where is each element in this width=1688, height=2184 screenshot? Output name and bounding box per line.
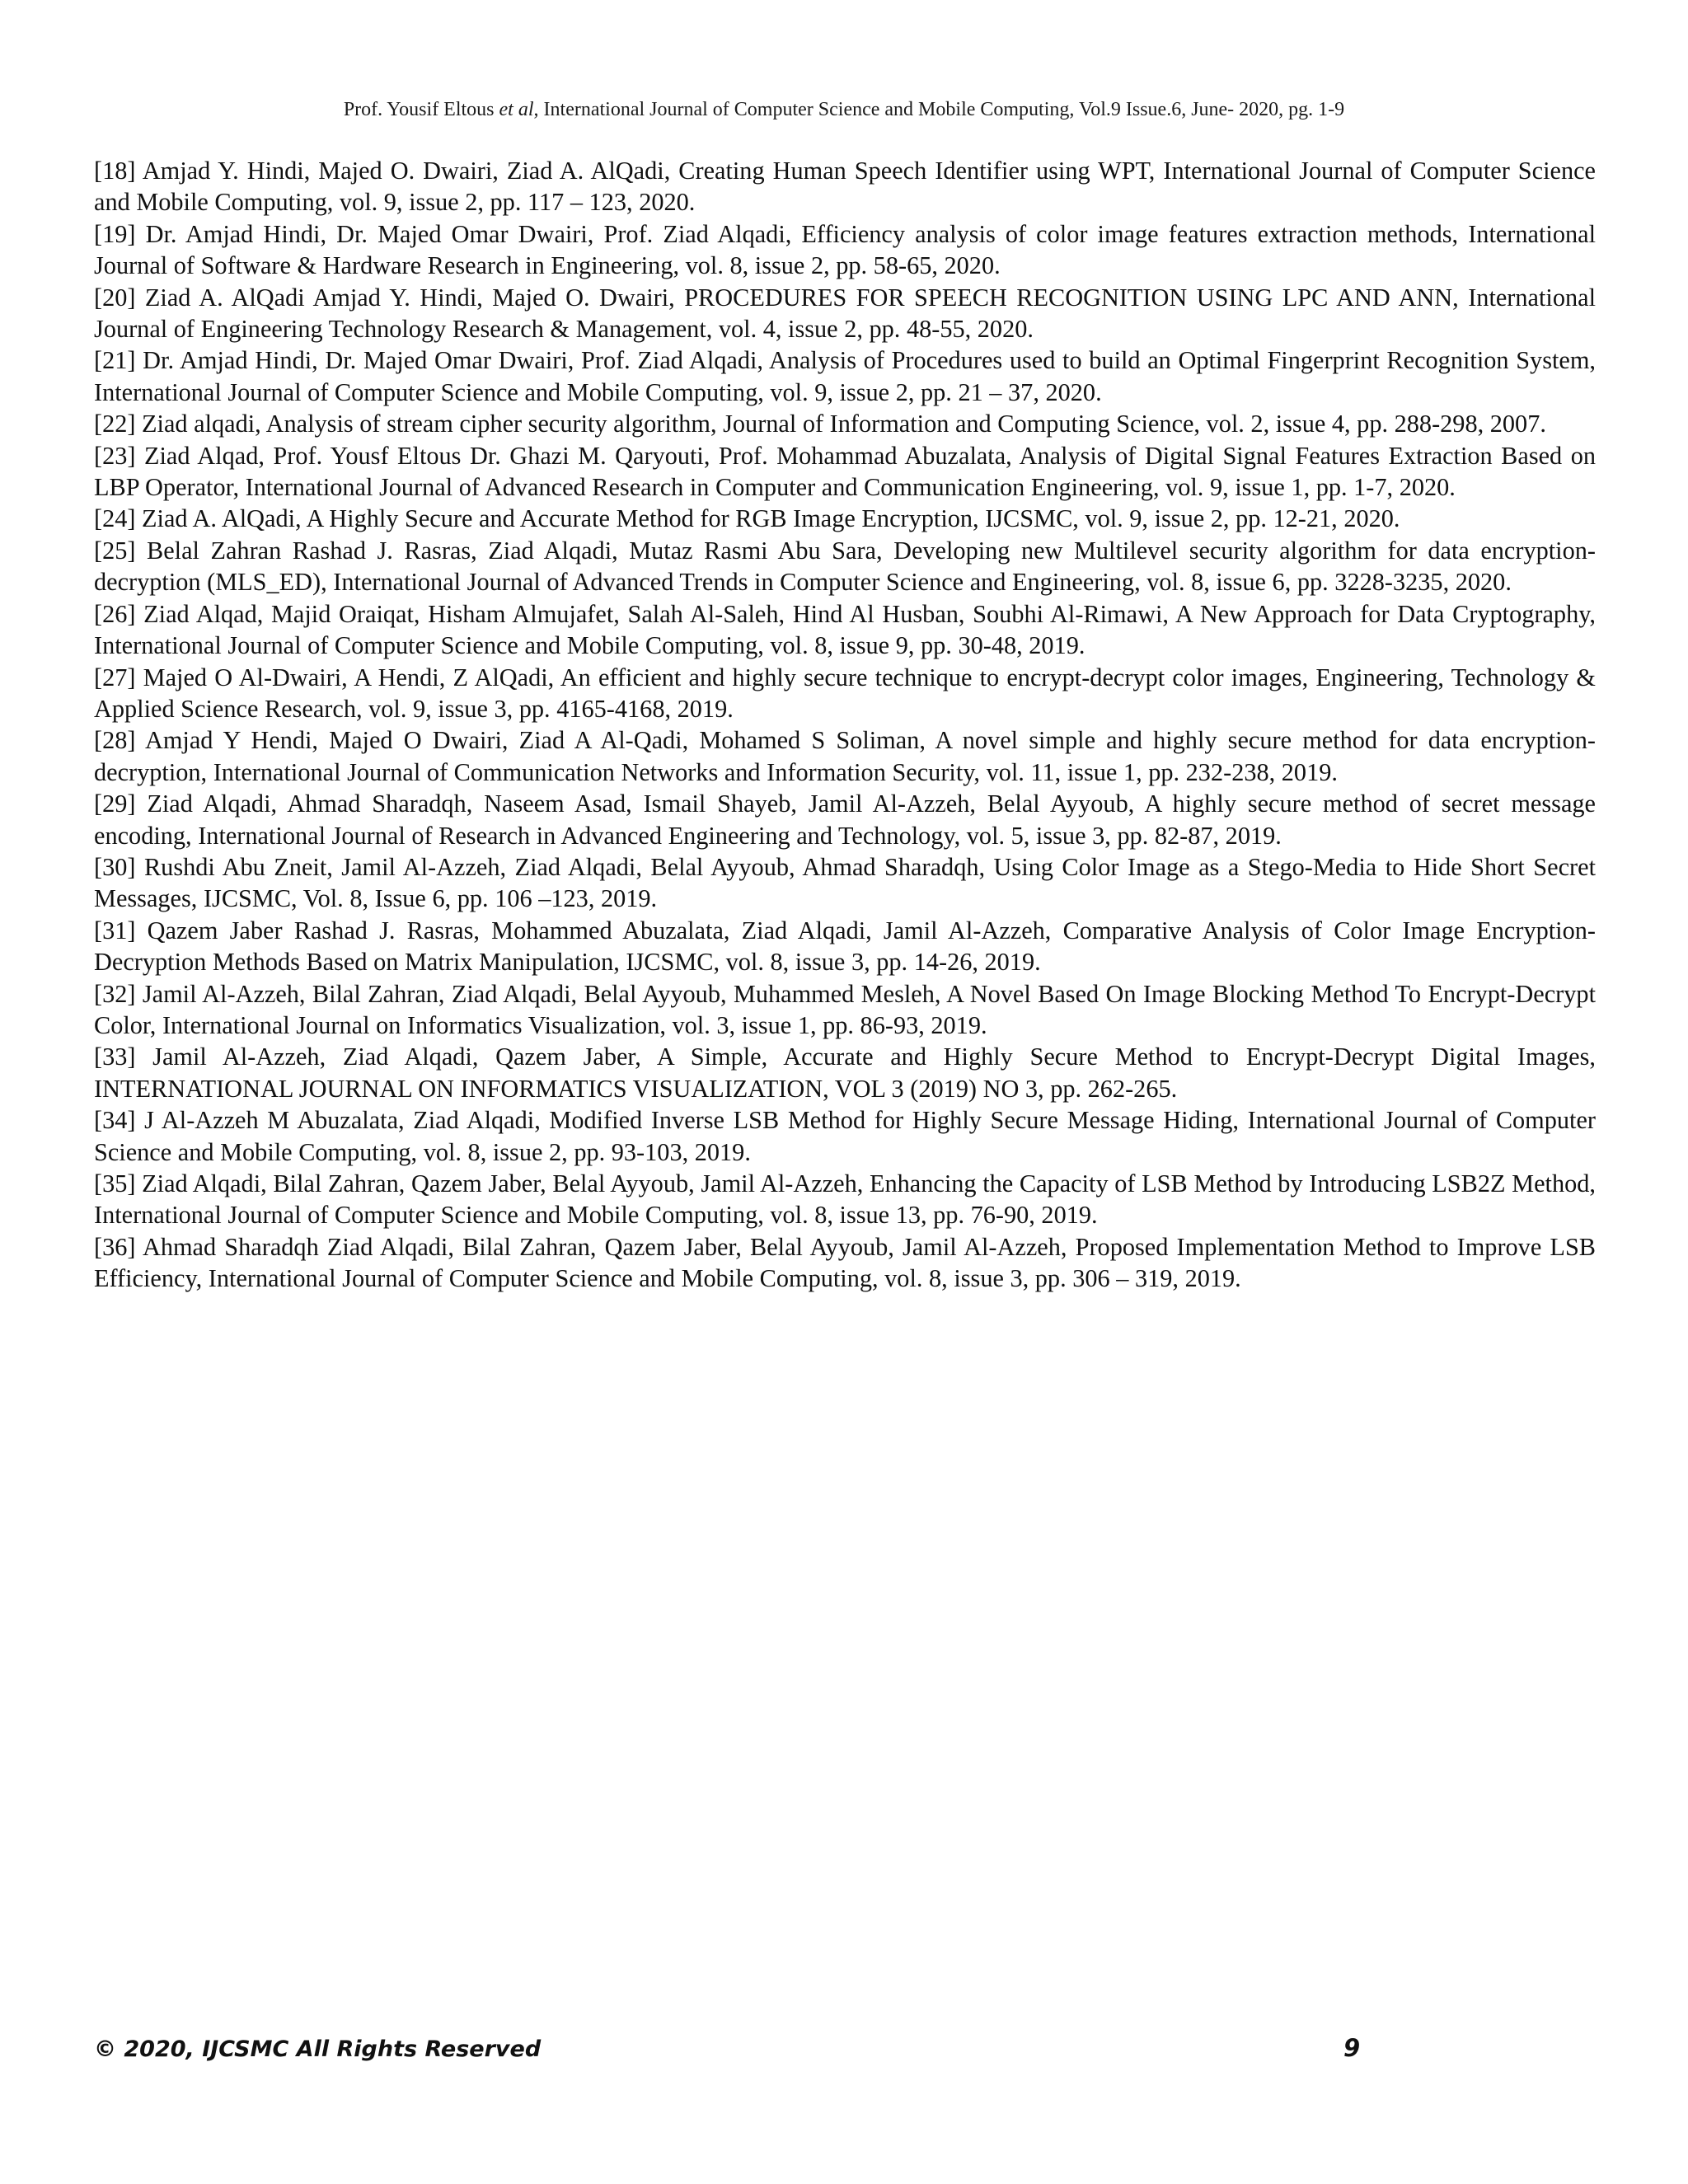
reference-30: [30] Rushdi Abu Zneit, Jamil Al-Azzeh, Ziad Alqadi, Belal Ayyoub, Ahmad Sharadqh, Using Color Image as a Stego-Media to Hide Short Secret Messages, IJCSMC, Vol. 8, Issue 6, pp. 106 –123, 2019. — [94, 852, 1596, 913]
reference-19: [19] Dr. Amjad Hindi, Dr. Majed Omar Dwairi, Prof. Ziad Alqadi, Efficiency analysis of color image features extraction methods, International Journal of Software & Hardware Research in Engineering, vol. 8, issue 2, pp. 58-65, 2020. — [94, 219, 1596, 280]
reference-28: [28] Amjad Y Hendi, Majed O Dwairi, Ziad A Al-Qadi, Mohamed S Soliman, A novel simple and highly secure method for data encryption-decryption, International Journal of Communication Networks and Information Security, vol. 11, issue 1, pp. 232-238, 2019. — [94, 726, 1596, 786]
reference-24: [24] Ziad A. AlQadi, A Highly Secure and Accurate Method for RGB Image Encryption, IJCSMC, vol. 9, issue 2, pp. 12-21, 2020. — [94, 504, 1400, 533]
reference-20: [20] Ziad A. AlQadi Amjad Y. Hindi, Majed O. Dwairi, PROCEDURES FOR SPEECH RECOGNITION USING LPC AND ANN, International Journal of Engineering Technology Research & Management, vol. 4, issue 2, pp. 48-55, 2020. — [94, 283, 1596, 344]
reference-32: [32] Jamil Al-Azzeh, Bilal Zahran, Ziad Alqadi, Belal Ayyoub, Muhammed Mesleh, A Novel Based On Image Blocking Method To Encrypt-Decrypt Color, International Journal on Informatics Visualization, vol. 3, issue 1, pp. 86-93, 2019. — [94, 979, 1596, 1039]
header-et-al: et al — [499, 99, 534, 120]
reference-list — [94, 155, 1596, 1295]
running-header — [0, 97, 1688, 122]
reference-26: [26] Ziad Alqad, Majid Oraiqat, Hisham Almujafet, Salah Al-Saleh, Hind Al Husban, Soubhi Al-Rimawi, A New Approach for Data Cryptography, International Journal of Computer Science and Mobile Computing, vol. 8, issue 9, pp. 30-48, 2019. — [94, 599, 1596, 660]
reference-23: [23] Ziad Alqad, Prof. Yousf Eltous Dr. Ghazi M. Qaryouti, Prof. Mohammad Abuzalata, Analysis of Digital Signal Features Extraction Based on LBP Operator, International Journal of Advanced Research in Computer and Communication Engineering, vol. 9, issue 1, pp. 1-7, 2020. — [94, 441, 1596, 502]
reference-35: [35] Ziad Alqadi, Bilal Zahran, Qazem Jaber, Belal Ayyoub, Jamil Al-Azzeh, Enhancing the Capacity of LSB Method by Introducing LSB2Z Method, International Journal of Computer Science and Mobile Computing, vol. 8, issue 13, pp. 76-90, 2019. — [94, 1169, 1596, 1230]
reference-29: [29] Ziad Alqadi, Ahmad Sharadqh, Naseem Asad, Ismail Shayeb, Jamil Al-Azzeh, Belal Ayyoub, A highly secure method of secret message encoding, International Journal of Research in Advanced Engineering and Technology, vol. 5, issue 3, pp. 82-87, 2019. — [94, 790, 1596, 850]
reference-25: [25] Belal Zahran Rashad J. Rasras, Ziad Alqadi, Mutaz Rasmi Abu Sara, Developing new Multilevel security algorithm for data encryption-decryption (MLS_ED), International Journal of Advanced Trends in Computer Science and Engineering, vol. 8, issue 6, pp. 3228-3235, 2020. — [94, 536, 1596, 597]
header-citation: , International Journal of Computer Science and Mobile Computing, Vol.9 Issue.6, June- 2020, pg. 1-9 — [533, 99, 1345, 120]
reference-34: [34] J Al-Azzeh M Abuzalata, Ziad Alqadi, Modified Inverse LSB Method for Highly Secure Message Hiding, International Journal of Computer Science and Mobile Computing, vol. 8, issue 2, pp. 93-103, 2019. — [94, 1106, 1596, 1166]
reference-21: [21] Dr. Amjad Hindi, Dr. Majed Omar Dwairi, Prof. Ziad Alqadi, Analysis of Procedures used to build an Optimal Fingerprint Recognition System, International Journal of Computer Science and Mobile Computing, vol. 9, issue 2, pp. 21 – 37, 2020. — [94, 346, 1596, 406]
footer-copyright: © 2020, IJCSMC All Rights Reserved — [94, 2036, 542, 2062]
page-number: 9 — [1343, 2034, 1361, 2062]
reference-36: [36] Ahmad Sharadqh Ziad Alqadi, Bilal Zahran, Qazem Jaber, Belal Ayyoub, Jamil Al-Azzeh, Proposed Implementation Method to Improve LSB Efficiency, International Journal of Computer Science and Mobile Computing, vol. 8, issue 3, pp. 306 – 319, 2019. — [94, 1232, 1596, 1293]
reference-22: [22] Ziad alqadi, Analysis of stream cipher security algorithm, Journal of Information and Computing Science, vol. 2, issue 4, pp. 288-298, 2007. — [94, 410, 1546, 438]
reference-33: [33] Jamil Al-Azzeh, Ziad Alqadi, Qazem Jaber, A Simple, Accurate and Highly Secure Method to Encrypt-Decrypt Digital Images, INTERNATIONAL JOURNAL ON INFORMATICS VISUALIZATION, VOL 3 (2019) NO 3, pp. 262-265. — [94, 1043, 1596, 1103]
reference-18: [18] Amjad Y. Hindi, Majed O. Dwairi, Ziad A. AlQadi, Creating Human Speech Identifier using WPT, International Journal of Computer Science and Mobile Computing, vol. 9, issue 2, pp. 117 – 123, 2020. — [94, 157, 1596, 217]
reference-27: [27] Majed O Al-Dwairi, A Hendi, Z AlQadi, An efficient and highly secure technique to encrypt-decrypt color images, Engineering, Technology & Applied Science Research, vol. 9, issue 3, pp. 4165-4168, 2019. — [94, 663, 1596, 723]
header-author: Prof. Yousif Eltous — [343, 99, 495, 120]
reference-31: [31] Qazem Jaber Rashad J. Rasras, Mohammed Abuzalata, Ziad Alqadi, Jamil Al-Azzeh, Comparative Analysis of Color Image Encryption-Decryption Methods Based on Matrix Manipulation, IJCSMC, vol. 8, issue 3, pp. 14-26, 2019. — [94, 916, 1596, 977]
